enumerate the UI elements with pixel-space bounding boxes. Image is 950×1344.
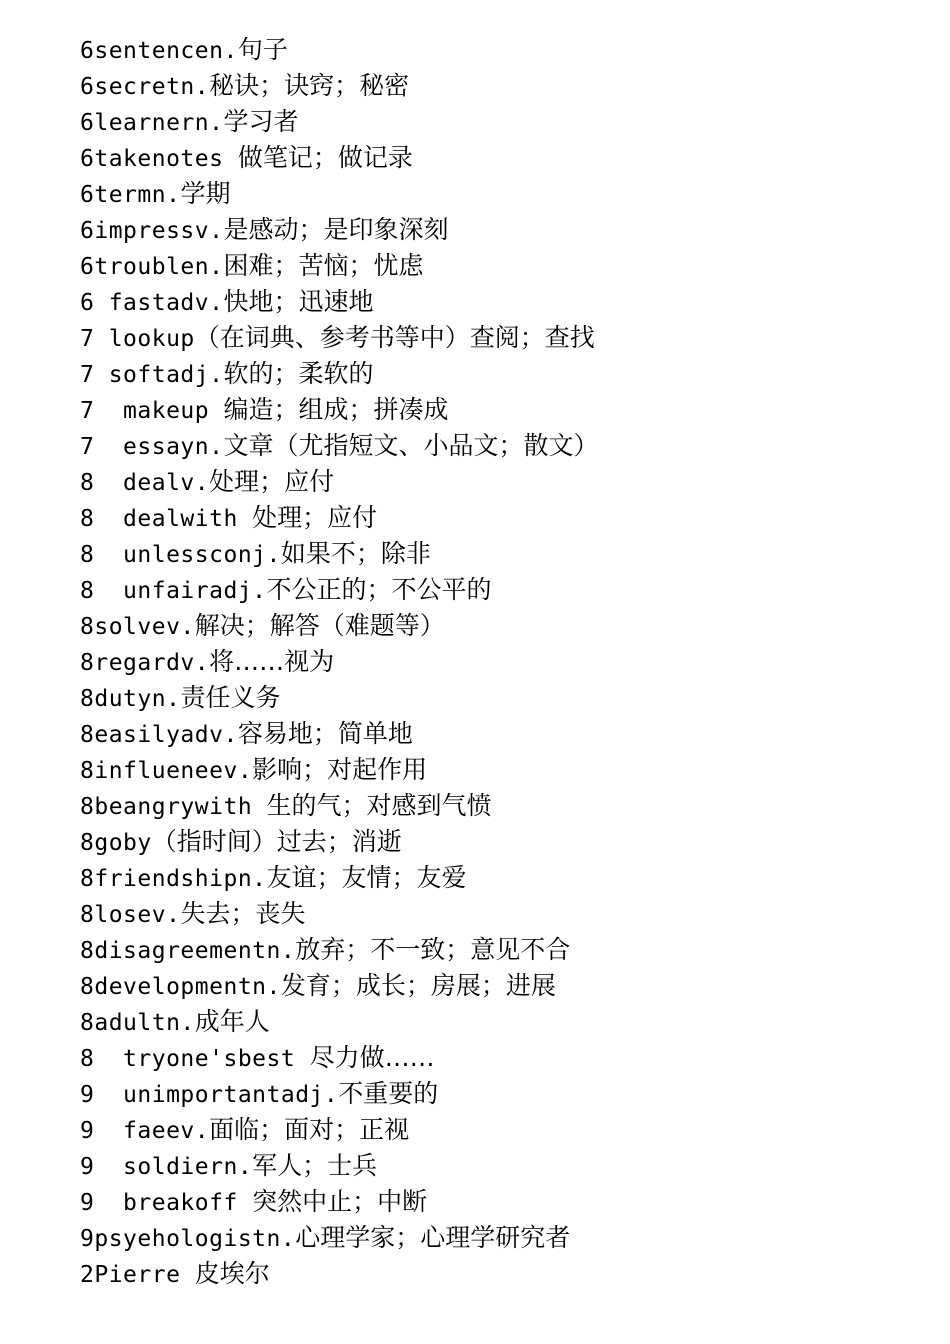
vocab-entry — [80, 32, 940, 68]
chinese-definition: 心理学家；心理学研究者 — [295, 1223, 571, 1252]
vocab-entry — [80, 500, 940, 536]
chinese-definition: 责任义务 — [180, 683, 281, 712]
chinese-definition: 处理；应付 — [252, 503, 378, 532]
vocab-entry — [80, 284, 940, 320]
chinese-definition: 突然中止；中断 — [252, 1187, 428, 1216]
chinese-definition: （在词典、参考书等中）查阅；查找 — [194, 323, 595, 352]
english-word: 6learnern. — [80, 110, 224, 136]
english-word: 9 faeev. — [80, 1118, 210, 1144]
english-word: 9 breakoff — [80, 1190, 253, 1216]
chinese-definition: 学期 — [180, 179, 231, 208]
chinese-definition: 皮埃尔 — [194, 1259, 270, 1288]
vocab-entry — [80, 356, 940, 392]
chinese-definition: 容易地；简单地 — [237, 719, 413, 748]
vocab-entry — [80, 1184, 940, 1220]
english-word: 8 unlessconj. — [80, 542, 281, 568]
english-word: 7 lookup — [80, 326, 195, 352]
chinese-definition: 句子 — [237, 35, 288, 64]
english-word: 8regardv. — [80, 650, 210, 676]
chinese-definition: 不重要的 — [338, 1079, 439, 1108]
english-word: 8 unfairadj. — [80, 578, 267, 604]
english-word: 8easilyadv. — [80, 722, 238, 748]
english-word: 9 soldiern. — [80, 1154, 253, 1180]
chinese-definition: 文章（尤指短文、小品文；散文） — [223, 431, 599, 460]
vocab-entry — [80, 860, 940, 896]
vocabulary-list — [80, 32, 940, 1292]
vocab-entry — [80, 320, 940, 356]
vocab-entry — [80, 1076, 940, 1112]
chinese-definition: 是感动；是印象深刻 — [223, 215, 449, 244]
chinese-definition: 处理；应付 — [209, 467, 335, 496]
english-word: 6troublen. — [80, 254, 224, 280]
vocab-entry — [80, 932, 940, 968]
vocab-entry — [80, 1004, 940, 1040]
english-word: 6termn. — [80, 182, 181, 208]
vocab-entry — [80, 140, 940, 176]
english-word: 6secretn. — [80, 74, 210, 100]
english-word: 8goby — [80, 830, 152, 856]
chinese-definition: 快地；迅速地 — [223, 287, 374, 316]
vocab-entry — [80, 464, 940, 500]
english-word: 9psyehologistn. — [80, 1226, 296, 1252]
vocab-entry — [80, 1256, 940, 1292]
english-word: 8solvev. — [80, 614, 195, 640]
chinese-definition: 学习者 — [223, 107, 299, 136]
vocab-entry — [80, 968, 940, 1004]
english-word: 6takenotes — [80, 146, 238, 172]
chinese-definition: 将……视为 — [209, 647, 335, 676]
english-word: 9 unimportantadj. — [80, 1082, 339, 1108]
vocab-entry — [80, 896, 940, 932]
vocab-entry — [80, 248, 940, 284]
vocab-entry — [80, 1148, 940, 1184]
chinese-definition: 尽力做…… — [309, 1043, 435, 1072]
chinese-definition: 秘诀；诀窍；秘密 — [209, 71, 410, 100]
english-word: 6 fastadv. — [80, 290, 224, 316]
english-word: 8disagreementn. — [80, 938, 296, 964]
chinese-definition: 做笔记；做记录 — [237, 143, 413, 172]
vocab-entry — [80, 1040, 940, 1076]
chinese-definition: （指时间）过去；消逝 — [151, 827, 402, 856]
vocab-entry — [80, 680, 940, 716]
vocab-entry — [80, 572, 940, 608]
vocab-entry — [80, 1112, 940, 1148]
chinese-definition: 软的；柔软的 — [223, 359, 374, 388]
chinese-definition: 放弃；不一致；意见不合 — [295, 935, 571, 964]
chinese-definition: 不公正的；不公平的 — [266, 575, 492, 604]
vocab-entry — [80, 788, 940, 824]
chinese-definition: 失去；丧失 — [180, 899, 306, 928]
vocab-entry — [80, 1220, 940, 1256]
english-word: 8 dealv. — [80, 470, 210, 496]
english-word: 6sentencen. — [80, 38, 238, 64]
english-word: 6impressv. — [80, 218, 224, 244]
vocab-entry — [80, 824, 940, 860]
vocab-entry — [80, 176, 940, 212]
vocab-entry — [80, 104, 940, 140]
chinese-definition: 军人；士兵 — [252, 1151, 378, 1180]
english-word: 8adultn. — [80, 1010, 195, 1036]
vocab-entry — [80, 392, 940, 428]
english-word: 2Pierre — [80, 1262, 195, 1288]
chinese-definition: 编造；组成；拼凑成 — [223, 395, 449, 424]
vocab-entry — [80, 536, 940, 572]
vocab-entry — [80, 752, 940, 788]
chinese-definition: 解决；解答（难题等） — [194, 611, 445, 640]
vocab-entry — [80, 608, 940, 644]
english-word: 8 tryone'sbest — [80, 1046, 310, 1072]
english-word: 8developmentn. — [80, 974, 281, 1000]
chinese-definition: 友谊；友情；友爱 — [266, 863, 467, 892]
chinese-definition: 生的气；对感到气愤 — [266, 791, 492, 820]
english-word: 8losev. — [80, 902, 181, 928]
english-word: 8friendshipn. — [80, 866, 267, 892]
vocab-entry — [80, 428, 940, 464]
vocab-entry — [80, 644, 940, 680]
chinese-definition: 影响；对起作用 — [252, 755, 428, 784]
english-word: 8 dealwith — [80, 506, 253, 532]
chinese-definition: 面临；面对；正视 — [209, 1115, 410, 1144]
english-word: 7 essayn. — [80, 434, 224, 460]
vocab-entry — [80, 68, 940, 104]
english-word: 7 makeup — [80, 398, 224, 424]
chinese-definition: 困难；苦恼；忧虑 — [223, 251, 424, 280]
english-word: 8dutyn. — [80, 686, 181, 712]
vocab-entry — [80, 716, 940, 752]
english-word: 8beangrywith — [80, 794, 267, 820]
chinese-definition: 发育；成长；房展；进展 — [280, 971, 556, 1000]
english-word: 7 softadj. — [80, 362, 224, 388]
chinese-definition: 成年人 — [194, 1007, 270, 1036]
english-word: 8influeneev. — [80, 758, 253, 784]
chinese-definition: 如果不；除非 — [280, 539, 431, 568]
vocab-entry — [80, 212, 940, 248]
